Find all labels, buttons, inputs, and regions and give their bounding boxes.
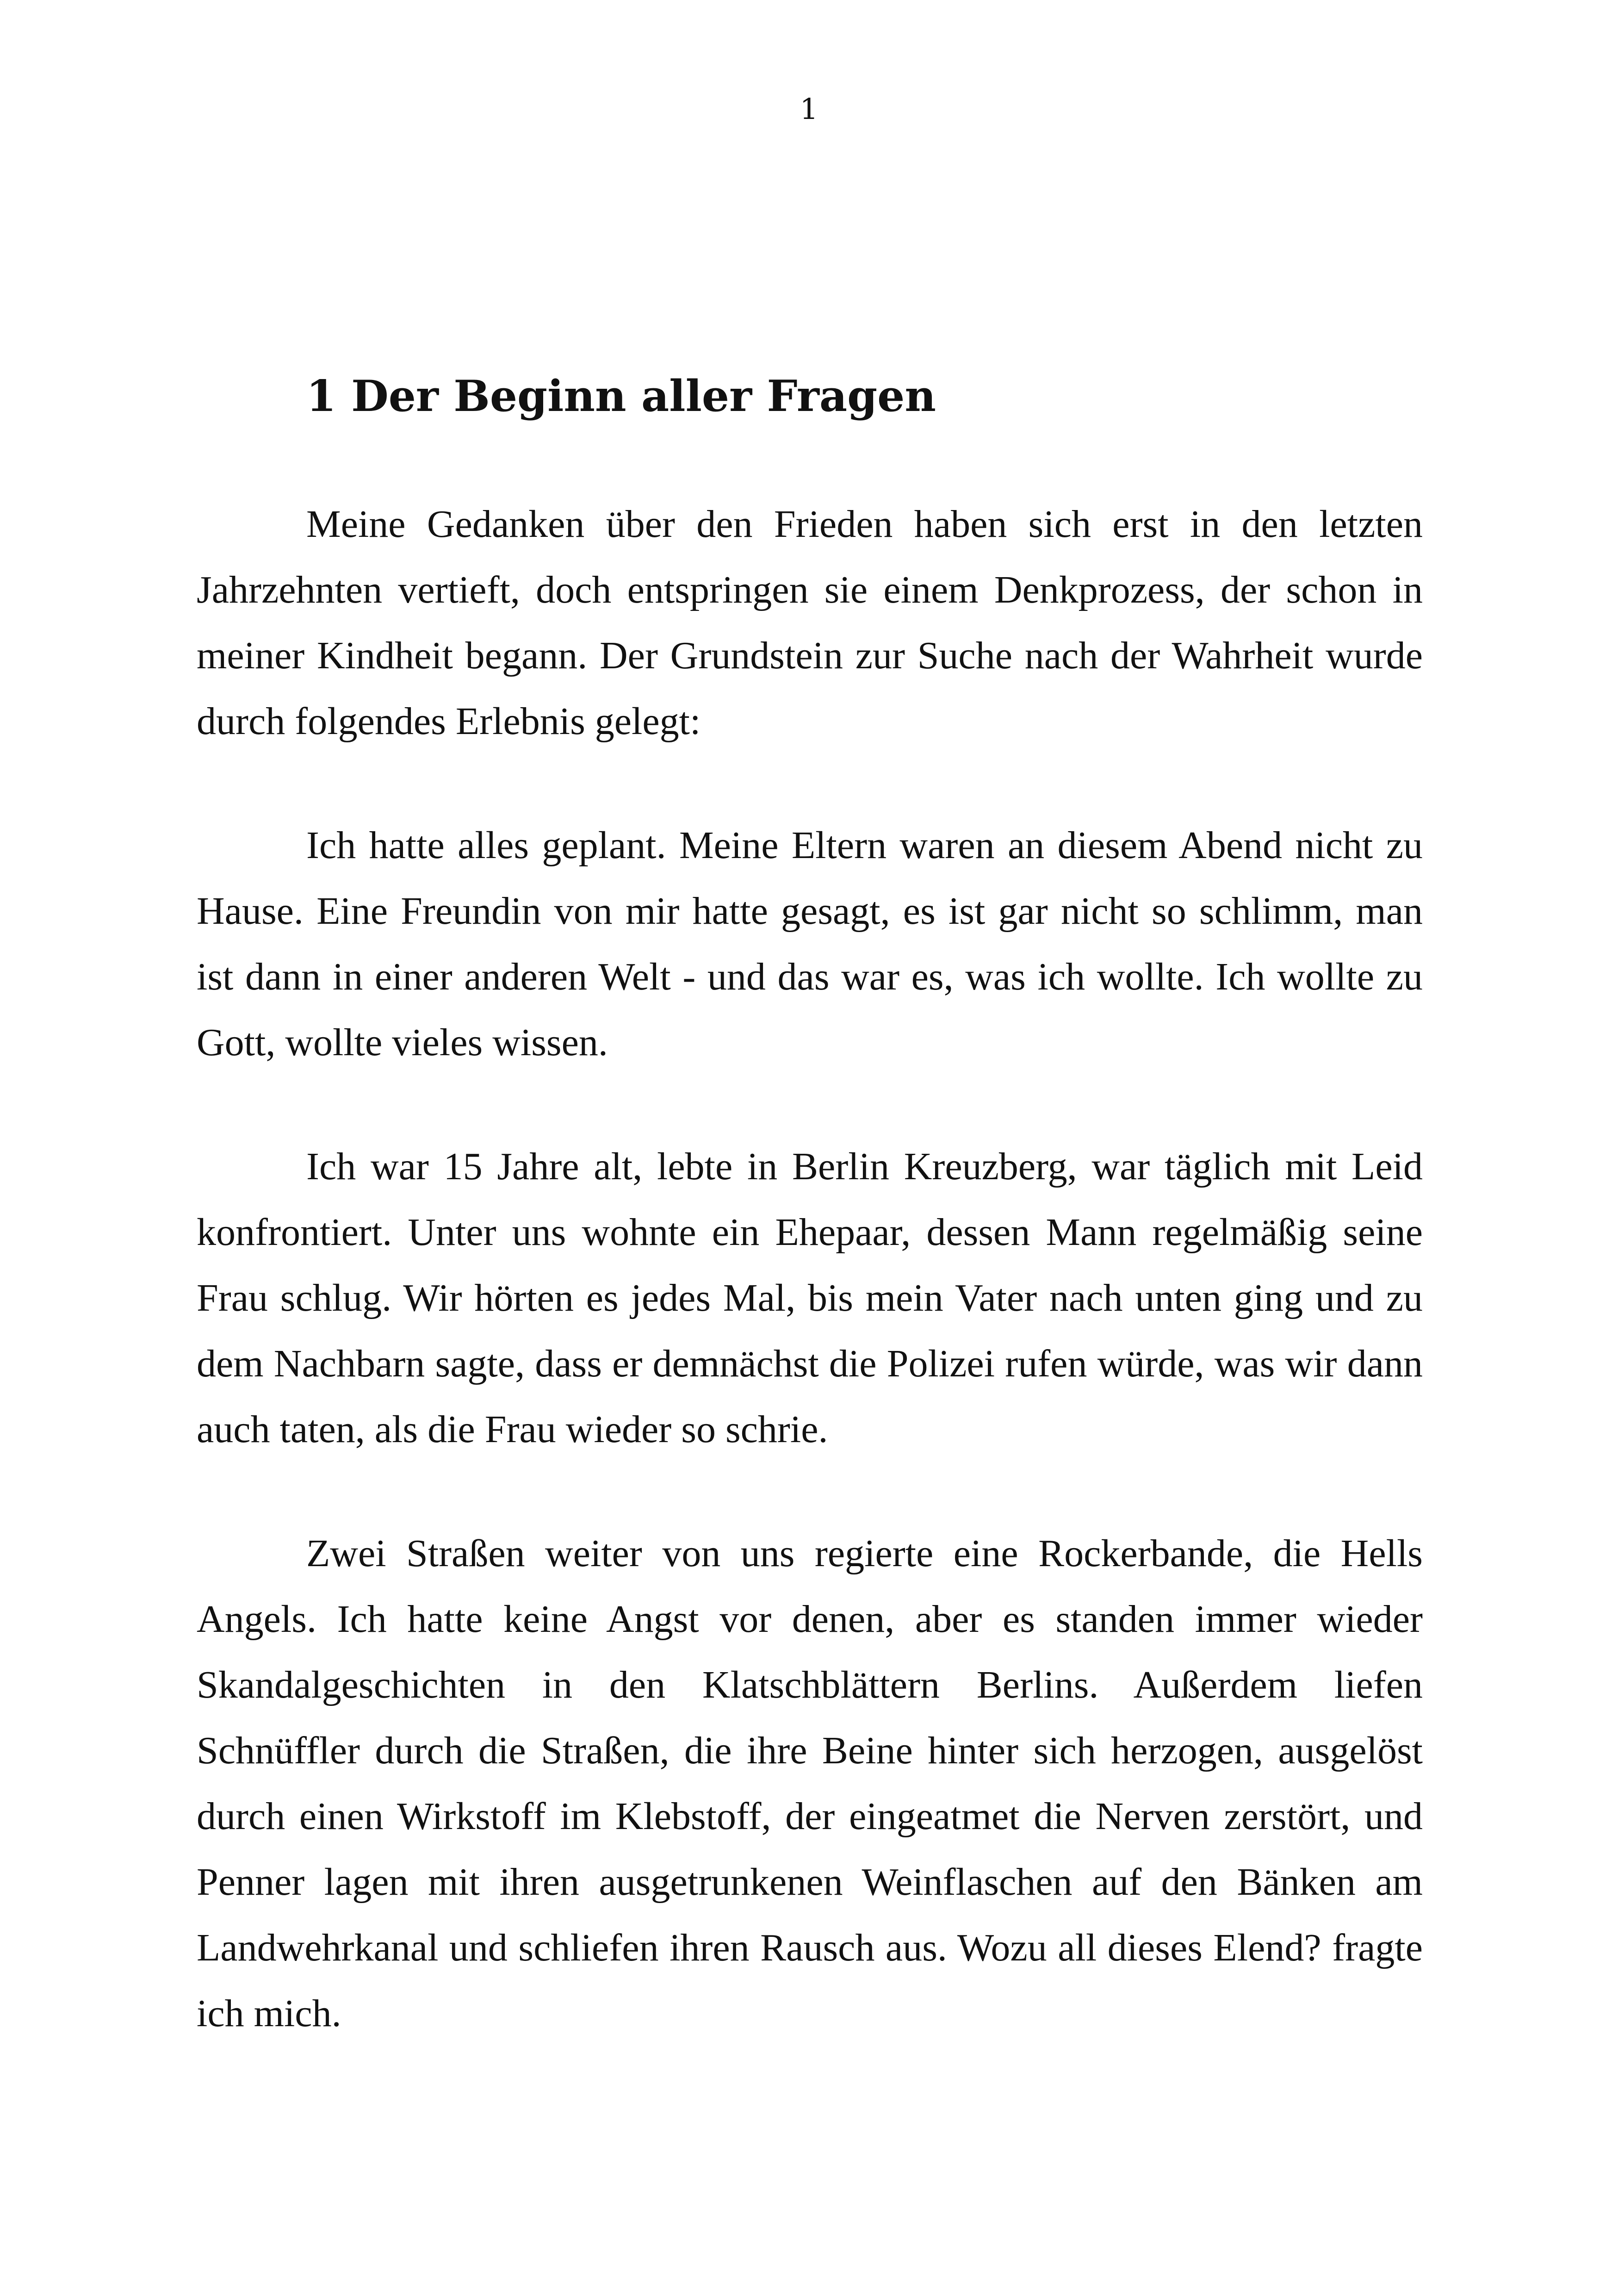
document-body [197,370,1423,2047]
chapter-title: 1 Der Beginn aller Fragen [306,371,936,421]
paragraph-2: Ich hatte alles geplant. Meine Eltern waren an diesem Abend nicht zu Hause. Eine Freundin von mir hatte gesagt, es ist gar nicht so schlimm, man ist dann in einer anderen Welt - und das war es, was ich wollte. Ich wollte zu Gott, wollte vieles wissen. [197,823,1423,1064]
paragraph-1: Meine Gedanken über den Frieden haben sich erst in den letzten Jahrzehnten vertieft, doch entspringen sie einem Denkprozess, der schon in meiner Kindheit begann. Der Grundstein zur Suche nach der Wahrheit wurde durch folgendes Erlebnis gelegt: [197,502,1423,743]
page-number: 1 [800,92,818,126]
paragraph-4: Zwei Straßen weiter von uns regierte eine Rockerbande, die Hells Angels. Ich hatte keine Angst vor denen, aber es standen immer wieder Skandalgeschichten in den Klatschblättern Berlins. Außerdem liefen Schnüffler durch die Straßen, die ihre Beine hinter sich herzogen, ausgelöst durch einen Wirkstoff im Klebstoff, der eingeatmet die Nerven zerstört, und Penner lagen mit ihren ausgetrunkenen Weinflaschen auf den Bänken am Landwehrkanal und schliefen ihren Rausch aus. Wozu all dieses Elend? fragte ich mich. [197,1531,1423,2035]
paragraph-3: Ich war 15 Jahre alt, lebte in Berlin Kreuzberg, war täglich mit Leid konfrontiert. Unter uns wohnte ein Ehepaar, dessen Mann regelmäßig seine Frau schlug. Wir hörten es jedes Mal, bis mein Vater nach unten ging und zu dem Nachbarn sagte, dass er demnächst die Polizei rufen würde, was wir dann auch taten, als die Frau wieder so schrie. [197,1145,1423,1451]
